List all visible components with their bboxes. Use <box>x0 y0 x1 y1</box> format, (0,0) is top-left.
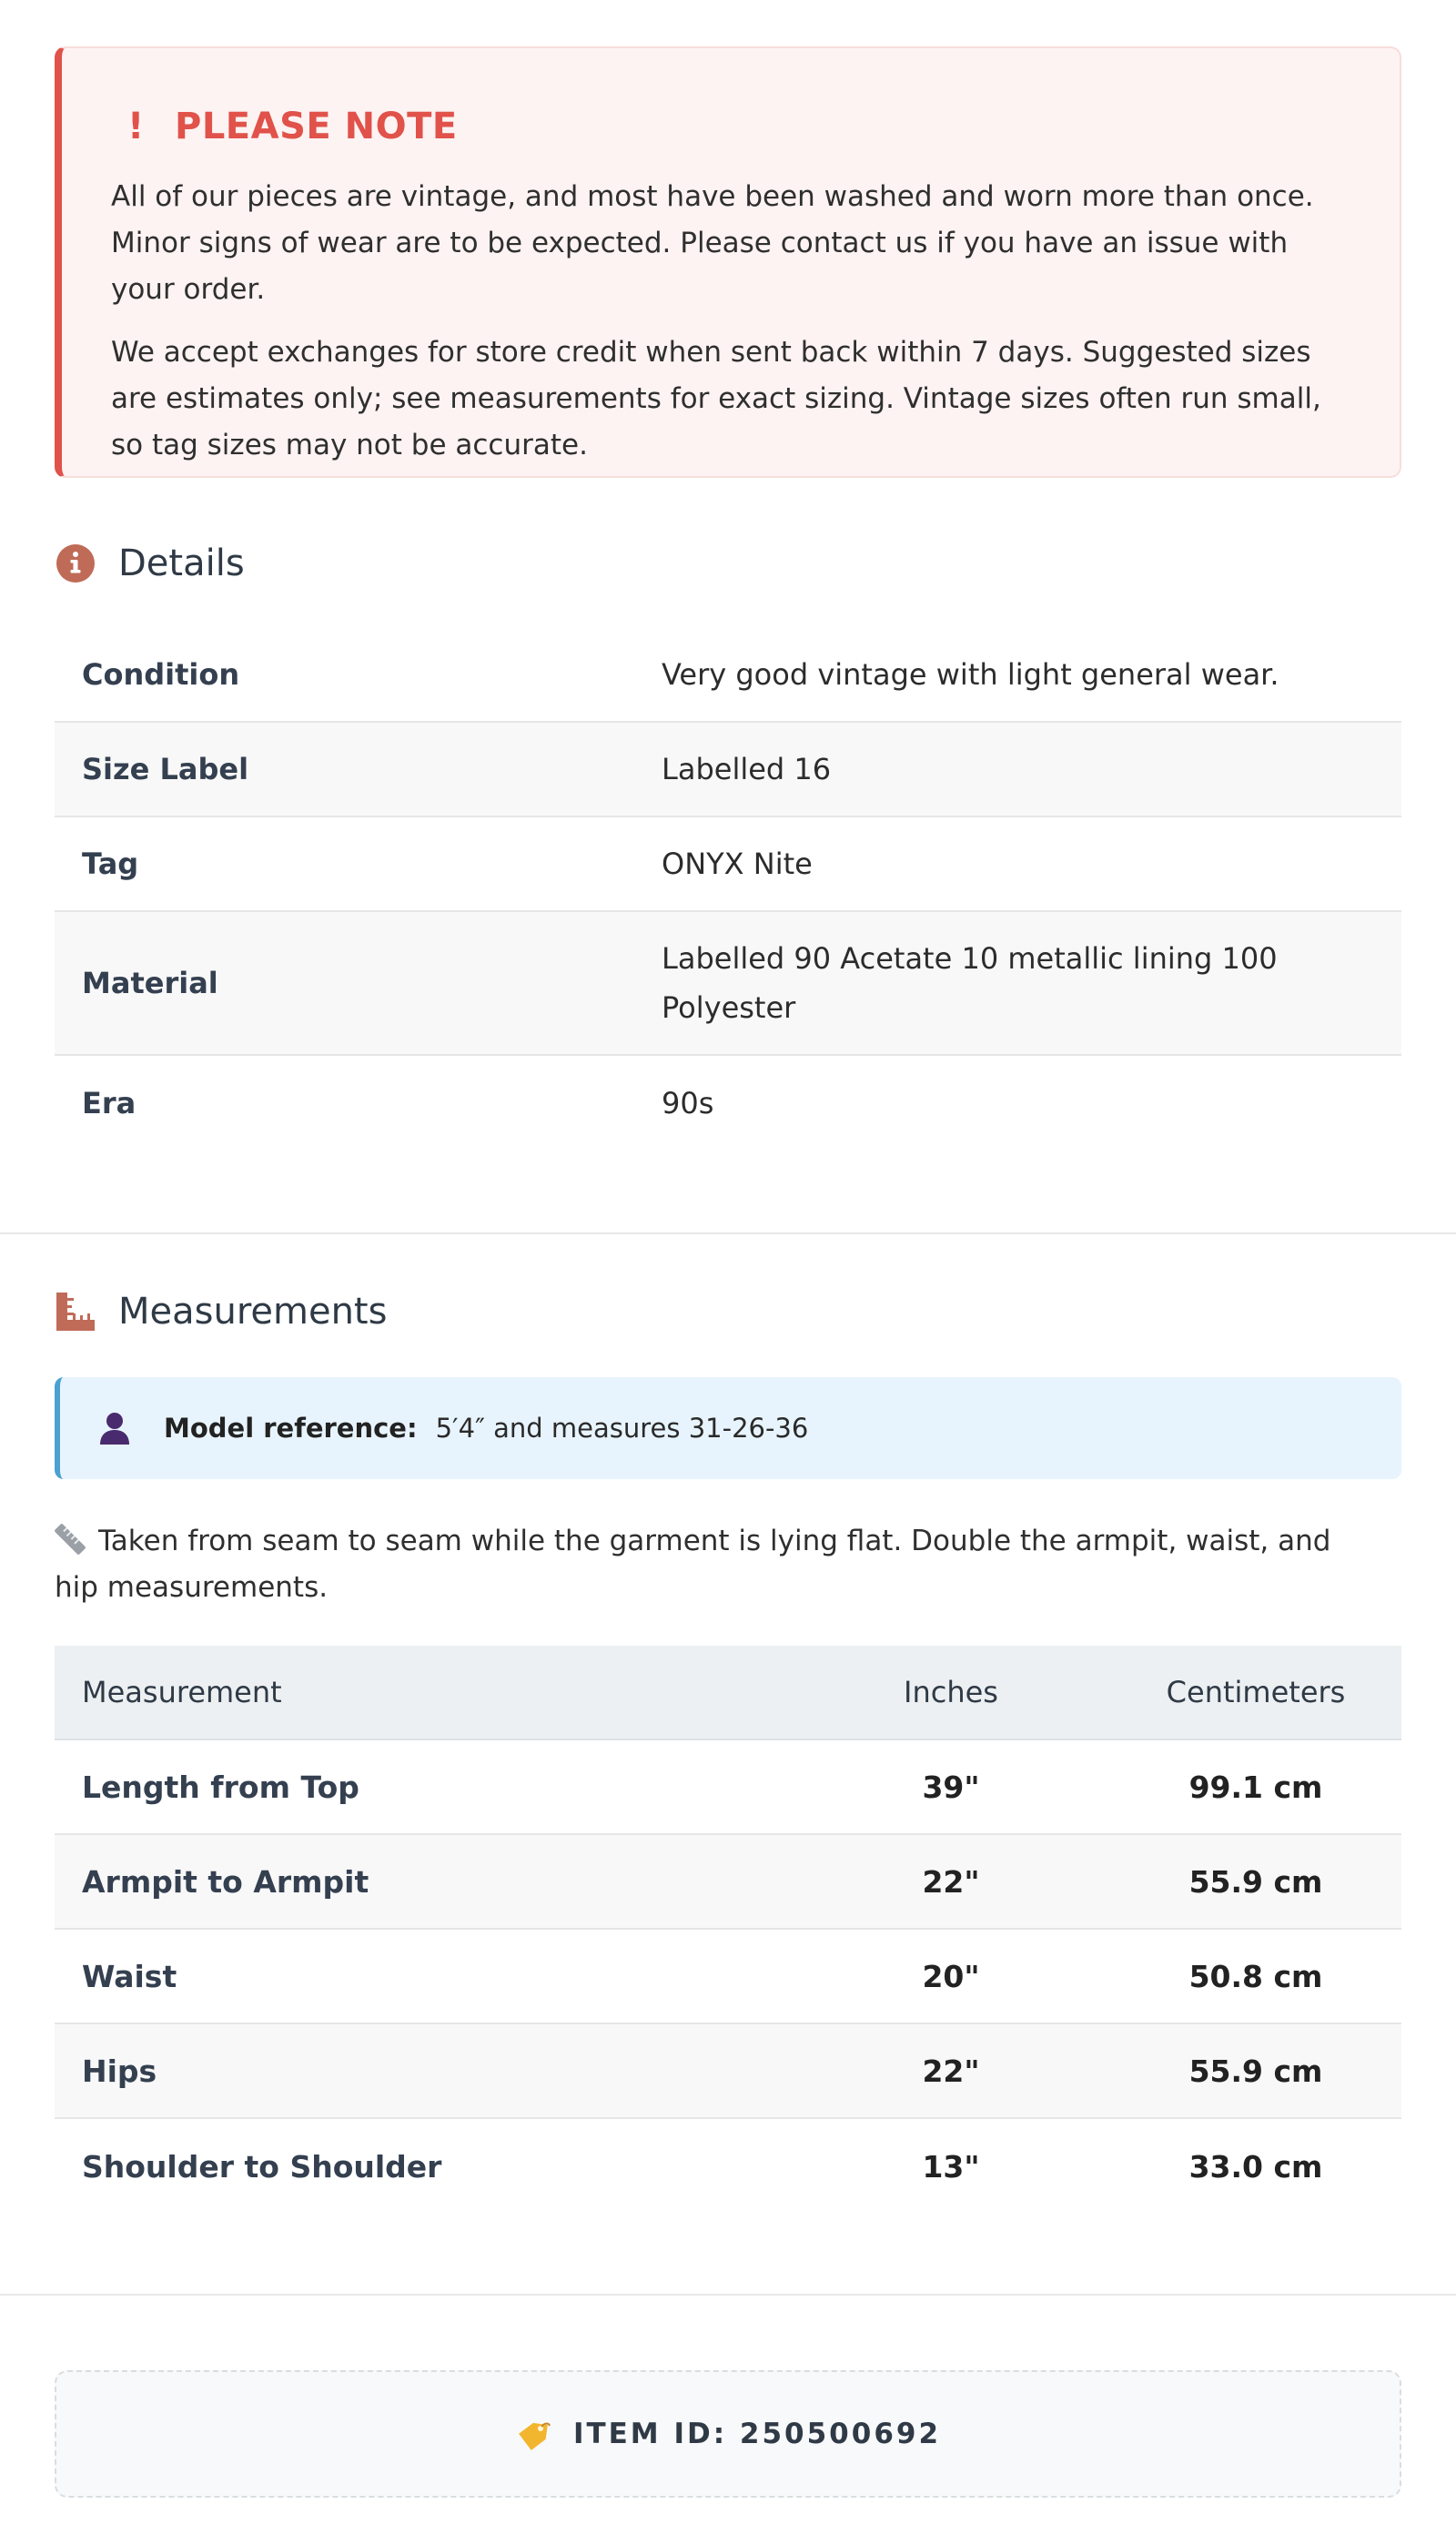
table-row <box>55 1930 1401 2024</box>
details-value: 90s <box>662 1086 714 1120</box>
measurement-note-text: Taken from seam to seam while the garment is lying flat. Double the armpit, waist, and hip measurements. <box>55 1525 1331 1604</box>
details-row <box>55 1056 1401 1151</box>
person-icon <box>98 1411 131 1445</box>
measurement-cm: 55.9 cm <box>1188 2053 1323 2089</box>
column-header-centimeters: Centimeters <box>1166 1675 1346 1709</box>
notice-title: PLEASE NOTE <box>175 106 458 147</box>
details-table <box>55 628 1401 1151</box>
table-header <box>55 1646 1401 1740</box>
table-row <box>55 1740 1401 1835</box>
details-value: Very good vintage with light general wear. <box>662 657 1279 692</box>
notice-box <box>55 46 1401 478</box>
model-reference-box <box>55 1377 1401 1479</box>
details-header <box>55 542 245 584</box>
notice-paragraph-2: We accept exchanges for store credit when sent back within 7 days. Suggested sizes are estimates only; see measurements for exact sizing. Vintage sizes often run small, so tag sizes may not be accurate. <box>111 336 1321 461</box>
table-row <box>55 1835 1401 1930</box>
details-label: Era <box>82 1086 136 1120</box>
item-id: ITEM ID: 250500692 <box>572 2418 942 2450</box>
measurements-table <box>55 1646 1401 2214</box>
section-divider <box>0 1232 1456 1234</box>
details-value: Labelled 16 <box>662 752 832 786</box>
measurement-cm: 50.8 cm <box>1188 1958 1323 1994</box>
details-label: Material <box>82 966 218 1000</box>
table-row <box>55 2119 1401 2214</box>
measurement-cm: 33.0 cm <box>1188 2148 1323 2185</box>
details-value: ONYX Nite <box>662 847 813 881</box>
notice-header <box>111 99 1350 154</box>
column-header-inches: Inches <box>904 1675 998 1709</box>
measurement-inches: 20" <box>922 1958 980 1994</box>
measurement-name: Shoulder to Shoulder <box>82 2148 442 2185</box>
measurement-note <box>55 1518 1365 1611</box>
details-row <box>55 817 1401 912</box>
details-row <box>55 628 1401 723</box>
tag-icon <box>515 2418 551 2450</box>
measurement-name: Armpit to Armpit <box>82 1863 369 1900</box>
notice-paragraph-1: All of our pieces are vintage, and most have been washed and worn more than once. Minor signs of wear are to be expected. Please contact us if you have an issue with your order. <box>111 180 1314 306</box>
measurement-inches: 13" <box>922 2148 980 2185</box>
info-circle-icon <box>55 542 96 584</box>
details-row <box>55 723 1401 817</box>
section-divider <box>0 2294 1456 2296</box>
table-row <box>55 2024 1401 2119</box>
details-label: Size Label <box>82 752 249 786</box>
details-row <box>55 912 1401 1056</box>
details-title: Details <box>118 542 245 584</box>
ruler-pencil-icon <box>55 1524 86 1555</box>
model-reference-value: 5′4″ and measures 31-26-36 <box>435 1413 809 1444</box>
measurement-cm: 99.1 cm <box>1188 1769 1323 1805</box>
measurements-title: Measurements <box>118 1291 388 1333</box>
model-reference-label: Model reference: <box>164 1413 418 1444</box>
exclamation-icon: ! <box>127 106 145 147</box>
measurement-name: Hips <box>82 2053 157 2089</box>
details-value: Labelled 90 Acetate 10 metallic lining 100 Polyester <box>662 941 1278 1025</box>
item-id-box <box>55 2370 1401 2498</box>
ruler-icon <box>55 1291 96 1333</box>
measurement-name: Waist <box>82 1958 177 1994</box>
details-label: Condition <box>82 657 240 692</box>
measurement-cm: 55.9 cm <box>1188 1863 1323 1900</box>
measurement-name: Length from Top <box>82 1769 359 1805</box>
column-header-measurement: Measurement <box>82 1675 282 1709</box>
measurements-header <box>55 1291 387 1333</box>
measurement-inches: 22" <box>922 1863 980 1900</box>
measurement-inches: 22" <box>922 2053 980 2089</box>
details-label: Tag <box>82 847 139 881</box>
measurement-inches: 39" <box>922 1769 980 1805</box>
